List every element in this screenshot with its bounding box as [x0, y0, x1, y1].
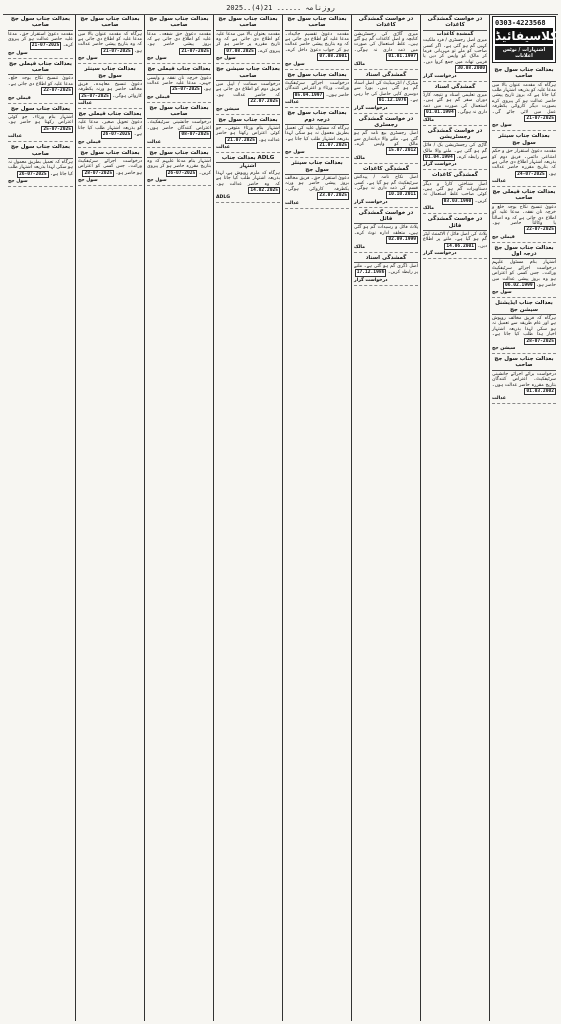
ad-text: درخواست جانشینی سرٹیفکیٹ۔ اعتراض کنندگان حاضر ہوں۔ — [147, 120, 211, 131]
dateline-text: روزنامہ ۔۔۔۔۔۔ 21(4)۔۔2025 — [226, 4, 335, 12]
ad-body — [492, 260, 556, 289]
ad-body — [285, 176, 349, 200]
ad-body — [216, 32, 280, 56]
ad-signature: عدالت — [492, 179, 506, 185]
ad-body — [78, 159, 142, 177]
classified-ad — [78, 66, 142, 109]
ad-title: گمشدگی اسناد — [354, 72, 418, 80]
ad-signature: سیشن جج — [492, 346, 516, 352]
classified-ad — [423, 16, 487, 82]
ad-date: 01.01.1997 — [388, 54, 416, 60]
ad-body — [8, 32, 73, 50]
classified-ad — [423, 216, 487, 259]
ad-signature: سیشن جج — [216, 106, 240, 112]
ad-signature: سول جج — [8, 179, 28, 185]
ad-body — [354, 175, 418, 199]
ad-body — [285, 32, 349, 61]
ad-title: بعدالت جناب فیملی جج — [78, 111, 142, 119]
ad-signature: درخواست گزار — [423, 162, 457, 168]
ad-body — [216, 171, 280, 195]
ad-text: ہرگاہ کہ مقدمہ عنوان بالا میں مدعا علیہ کو اطلاع دی جاتی ہے کہ وہ بتاریخ پیشی حاضر عدالت ہو۔ — [78, 31, 142, 54]
ad-text: دعویٰ تحویل صغیر۔ مدعا علیہ کو بذریعہ اشتہار طلب کیا جاتا ہے۔ — [78, 120, 142, 138]
ad-body — [492, 316, 556, 345]
ad-signature: عدالت — [285, 200, 299, 206]
ad-text: ہرگاہ کہ ملزم روپوش ہے، لہذا بذریعہ اشتہار طلب کیا جاتا ہے کہ وہ حاضر عدالت ہو۔ — [216, 170, 280, 187]
ad-body — [354, 131, 418, 155]
ad-date: 06.02.1999 — [504, 283, 533, 289]
ad-title: بعدالت جناب سول جج صاحب — [492, 67, 556, 82]
ad-text: درخواست ضمانت / اپیل میں فریق دوم کو اطلاع دی جاتی ہے کہ حاضر عدالت ہو۔ — [216, 81, 280, 98]
ad-title: در خواست گمشدگی رجسٹری — [354, 116, 418, 131]
ad-body — [147, 32, 211, 56]
ad-date: 22.07.2025 — [250, 99, 278, 105]
ad-signature: مالک — [423, 117, 434, 123]
ad-date: 03.03.1990 — [443, 198, 472, 204]
ad-text: مقدمہ دعویٰ استقرار حق۔ مدعا علیہ حاضر عدالت ہو کر پیروی کرے۔ — [8, 31, 73, 49]
classified-ad — [423, 172, 487, 214]
ad-text: ہرگاہ کہ مقدمہ عنوان بالا میں مدعا علیہ کو بذریعہ اشتہار طلب کیا جاتا ہے کہ بروز تاریخ پیشی حاضر عدالت ہو کر پیروی کرے بصورت دیگر کاروائی یکطرفہ عمل میں لائی جائے گی۔ — [492, 82, 556, 115]
ad-text: گاڑی کی رجسٹریشن بک / فائل گم ہو گئی ہے۔ ملنے والا مالک سے رابطہ کرے۔ — [423, 143, 487, 160]
classified-ad — [354, 166, 418, 208]
ad-signature: مالک — [423, 206, 434, 212]
ad-title: در خواست گمشدگی کاغذات — [354, 16, 418, 31]
ad-column — [6, 15, 75, 1021]
ad-column — [144, 15, 213, 1021]
ad-column — [75, 15, 144, 1021]
ad-body — [8, 115, 73, 133]
masthead-tagline: اشتہارات / نوٹس اعلانات — [495, 46, 553, 60]
ad-text: ہرگاہ کہ تعمیل بطریق معمول نہ ہو سکی لہذا بذریعہ اشتہار طلب کیا جاتا ہے۔ — [8, 159, 73, 177]
ad-signature: مالک — [354, 61, 365, 67]
ad-text: پلاٹ فائل و رسیدات گم ہو گئی ہیں، متعلقہ ادارہ نوٹ کرے۔ — [354, 225, 418, 236]
ad-body — [78, 82, 142, 100]
ad-body — [492, 83, 556, 123]
ad-title: بعدالت جناب سول جج صاحب — [285, 16, 349, 31]
ad-date: 28-07-2025 — [84, 170, 113, 176]
classified-ad — [285, 16, 349, 70]
ad-text: دعویٰ تنسیخ معاہدہ۔ فریق مخالف حاضر ہو ورنہ یکطرفہ کاروائی ہوگی۔ — [78, 81, 142, 99]
ad-title: بعدالت جناب سینئر سول جج — [492, 133, 556, 148]
ad-date: 21-07-2025 — [526, 116, 554, 122]
ad-column — [489, 15, 558, 1021]
classified-ad — [354, 210, 418, 253]
ad-signature: عدالت — [285, 100, 299, 106]
ad-title: بعدالت جناب سول جج درجہ اول — [492, 245, 556, 260]
classified-ad — [8, 16, 73, 59]
ad-title: گمشدگی اسناد — [354, 255, 418, 263]
ad-title: بعدالت جناب سینئر سول جج — [78, 66, 142, 81]
classified-ad — [216, 155, 280, 203]
classified-ad — [147, 66, 211, 103]
ad-title: بعدالت جناب سینئر سول جج — [285, 160, 349, 175]
ad-text: درخواست برائے اجرائے جانشینی سرٹیفکیٹ۔ اعتراض کنندگان بتاریخ مقررہ حاضر عدالت ہوں۔ — [492, 371, 556, 388]
classified-ad — [216, 16, 280, 64]
classified-logo: کلاسیفائیڈ — [495, 29, 558, 43]
ad-body — [285, 81, 349, 99]
ad-text: پلاٹ کی اصل فائل / الاٹمنٹ لیٹر گم ہو گیا ہے۔ ملنے پر اطلاع دیں۔ — [423, 231, 487, 249]
ad-text: اشتہار بنام مسئول علیہم درخواست اجرائے سرٹیفکیٹ وراثت۔ جس کسی کو اعتراض ہو وہ بروز پیشی عدالت میں حاضر ہو۔ — [492, 260, 556, 289]
classified-ad — [354, 16, 418, 70]
ad-signature: درخواست گزار — [423, 251, 457, 257]
classified-ad — [8, 106, 73, 143]
ad-title: در خواست گمشدگی رجسٹریشن — [423, 128, 487, 143]
classified-ad — [8, 61, 73, 104]
ad-column — [282, 15, 351, 1021]
ad-date: 01.12.1976 — [378, 98, 407, 104]
ad-text: درخواست اجرائے سرٹیفکیٹ وراثت۔ ورثاء و اعتراض کنندگان حاضر ہوں۔ — [285, 80, 349, 98]
classified-ad — [285, 110, 349, 158]
ad-date: 05.04.1997 — [294, 92, 323, 98]
ad-signature: فیملی جج — [492, 234, 515, 240]
ad-date: 01.04.1994 — [425, 154, 453, 160]
ad-date: 21.07.2025 — [319, 143, 347, 149]
ad-title: بعدالت جناب سول جج درجہ دوم — [285, 110, 349, 125]
ad-date: 02.09.1999 — [388, 237, 416, 243]
ad-text: ہرگاہ کہ فریق مخالف روپوش ہے اور عام طریقہ سے تعمیل نہ ہو سکی لہذا بذریعہ اشتہار اخبار ہذا طلب کیا جاتا ہے۔ — [492, 316, 556, 338]
classified-ad — [78, 111, 142, 148]
classified-ad — [8, 144, 73, 187]
classified-ad — [147, 105, 211, 148]
ad-title: در خواست گمشدگی کاغذات — [423, 16, 487, 31]
ad-date: 26-07-2025 — [18, 171, 47, 177]
ad-date: 01.01.1994 — [426, 110, 454, 116]
ad-signature: درخواست گزار — [354, 105, 388, 111]
ad-body — [423, 232, 487, 250]
classified-ad — [147, 150, 211, 187]
ad-title: بعدالت جناب فیملی جج صاحب — [492, 189, 556, 204]
ad-date: 07.08.2001 — [319, 54, 347, 60]
ad-title: در خواست گمشدگی فائل — [423, 216, 487, 231]
classified-ad — [492, 67, 556, 131]
ad-text: درخواست اجرائے سرٹیفکیٹ وراثت۔ جس کسی کو اعتراض ہو حاضر ہو۔ — [78, 158, 142, 176]
ad-text: اصل شناختی کارڈ و دیگر دستاویزات گم ہو گئی ہیں، کوئی صاحب غلط استعمال نہ کریں۔ — [423, 181, 487, 204]
ad-title: بعدالت جناب سیشن جج صاحب — [216, 66, 280, 81]
ad-date: 10.10.2011 — [388, 192, 416, 198]
page-dateline — [3, 2, 558, 15]
ad-text: اصل رجسٹری بیع نامہ گم ہو گئی ہے۔ ملنے والا دیانتداری سے مالک کو واپس کرے۔ — [354, 131, 418, 148]
ad-signature: سول جج — [78, 178, 98, 184]
ad-signature: سول جج — [492, 123, 512, 129]
ad-body — [423, 182, 487, 206]
ad-text: مقدمہ دعویٰ حق شفعہ۔ مدعا علیہ کو اطلاع دی جاتی ہے کہ بروز پیشی حاضر ہو۔ — [147, 31, 211, 48]
ad-signature: مالک — [354, 244, 365, 250]
ad-title: بعدالت جناب فیملی جج صاحب — [8, 61, 73, 76]
ad-title: گمشدگی اسناد — [423, 84, 487, 92]
ad-text: میری گاڑی کی رجسٹریشن کتابچہ و اصل کاغذات گم ہو گئے ہیں۔ غلط استعمال کی صورت میں ذمہ داری نہ ہوگی۔ — [354, 31, 418, 53]
ad-date: 25-07-2025 — [172, 87, 200, 93]
classified-ad — [216, 66, 280, 114]
ad-signature: سول جج — [78, 56, 98, 62]
classified-ad — [354, 255, 418, 286]
ad-signature: سول جج — [8, 50, 28, 56]
ad-body — [492, 205, 556, 234]
ad-body — [423, 143, 487, 161]
ad-date: 26-07-2025 — [167, 170, 196, 176]
ad-signature: سول جج — [285, 61, 305, 67]
classified-ad — [285, 72, 349, 109]
ad-title: بعدالت جناب فیملی جج — [147, 66, 211, 74]
ad-signature: سول جج — [147, 178, 167, 184]
ad-body — [147, 159, 211, 177]
ad-date: 15.07.2012 — [388, 148, 416, 154]
ad-date: 28-07-2025 — [526, 338, 554, 344]
ad-date: 17.12.1986 — [356, 270, 385, 276]
ad-text: میری اصل رجسٹری / فرد ملکیت کہیں گم ہو گئی ہے۔ اگر کسی صاحب کو ملے تو مہربانی فرما کر مالک کو واپس کر دیں یا قریبی تھانہ میں جمع کروا دیں۔ — [423, 38, 487, 65]
ad-title: در خواست گمشدگی فائل — [354, 210, 418, 225]
ad-column — [420, 15, 489, 1021]
classified-ad — [492, 245, 556, 299]
ad-date: 07.08.2025 — [226, 48, 254, 54]
ad-title: بعدالت جناب سول جج — [8, 106, 73, 114]
ad-body — [147, 76, 211, 94]
ad-title: بعدالت جناب ایڈیشنل سیشن جج — [492, 300, 556, 315]
ad-text: دعویٰ استقرار حق۔ فریق مخالف بروز پیشی حاضر ہو ورنہ یکطرفہ کاروائی ہوگی۔ — [285, 176, 349, 192]
classified-ad — [492, 300, 556, 354]
ad-body — [78, 120, 142, 138]
ad-body — [354, 32, 418, 61]
ad-title: گمشدگی کاغذات — [423, 172, 487, 180]
ad-date: 01.03.2002 — [526, 388, 554, 394]
ad-text: دعویٰ خرچہ نان نفقہ و واپسی جہیز۔ مدعا علیہ حاضر عدالت ہو۔ — [147, 75, 211, 93]
ad-text: اشتہار بنام مدعا علیہم کہ وہ بتاریخ مقررہ حاضر ہو کر پیروی کریں۔ — [147, 158, 211, 176]
ad-title: بعدالت جناب سول جج صاحب — [8, 144, 73, 159]
ad-date: 22-07-2025 — [526, 227, 554, 233]
ad-date: 22-07-2025 — [43, 88, 71, 94]
ad-date: 14.02.2025 — [250, 188, 278, 194]
ad-signature: سول جج — [147, 56, 167, 62]
ad-signature: مالک — [354, 155, 365, 161]
ad-title: بعدالت جناب سول جج — [216, 117, 280, 125]
ad-signature: ADLG — [216, 195, 231, 201]
ad-body — [423, 38, 487, 72]
ad-signature: فیملی جج — [78, 139, 101, 145]
ad-date: 08-07-2025 — [181, 132, 209, 138]
ad-signature: عدالت — [78, 101, 92, 107]
ad-title: بعدالت جناب سول جج صاحب — [147, 105, 211, 120]
ad-signature: سول جج — [492, 290, 512, 296]
ad-date: 25-07-2025 — [81, 93, 109, 99]
ad-date: 26-07-2025 — [102, 132, 131, 138]
ad-column — [213, 15, 282, 1021]
ad-signature: درخواست گزار — [354, 277, 388, 283]
classified-ad — [216, 117, 280, 154]
ad-date: 21-07-2025 — [181, 48, 209, 54]
ad-signature: فیملی جج — [147, 94, 170, 100]
ad-title: بعدالت جناب سول جج — [147, 150, 211, 158]
ad-signature: سول جج — [216, 56, 236, 62]
classified-ad — [285, 160, 349, 208]
ad-column — [351, 15, 420, 1021]
classified-ad — [147, 16, 211, 64]
ad-body — [423, 93, 487, 117]
ads-columns — [3, 15, 558, 1021]
ad-signature: عدالت — [216, 145, 230, 151]
classified-ad — [492, 133, 556, 187]
ad-date: 21-07-2025 — [103, 48, 131, 54]
ad-subtitle: گمشدہ کاغذات — [436, 30, 474, 37]
ad-date: 25-07-2025 — [43, 126, 71, 132]
classified-ad — [78, 150, 142, 187]
ad-signature: فیملی جج — [8, 95, 31, 101]
ad-body — [216, 126, 280, 144]
ad-title: گمشدگی کاغذات — [354, 166, 418, 174]
ad-title: بعدالت جناب سول جج صاحب — [492, 356, 556, 371]
ad-title: بعدالت جناب سول جج صاحب — [78, 16, 142, 31]
ad-date: 21.07.2025 — [227, 137, 255, 143]
classified-ad — [354, 116, 418, 164]
classified-ad — [78, 16, 142, 64]
ad-text: میری تعلیمی اسناد و نتیجہ کارڈ دوران سفر گم ہو گئے ہیں۔ استعمال کی صورت میں ذمہ داری نہ ہوگی۔ — [423, 92, 487, 116]
ad-body — [78, 32, 142, 56]
ad-signature: عدالت — [147, 139, 161, 145]
classified-ad — [423, 128, 487, 171]
ad-body — [354, 264, 418, 277]
ad-subtitle: اشتہار — [239, 163, 257, 170]
ad-text: اصل نکاح نامہ / پیدائش سرٹیفکیٹ گم ہو گیا ہے۔ کسی قسم کی ذمہ داری نہ ہوگی۔ — [354, 175, 418, 191]
ad-body — [285, 126, 349, 150]
ad-date: 24-07-2025 — [517, 171, 545, 177]
classified-ad — [492, 356, 556, 404]
ad-date: 23.07.2025 — [319, 193, 347, 199]
ad-title: بعدالت جناب سول جج صاحب — [147, 16, 211, 31]
ad-text: اصل ڈگری گم ہو گئی ہے۔ ملنے پر رابطہ کریں۔ — [354, 263, 418, 276]
classified-ad — [423, 84, 487, 126]
masthead-phone: 0303-4223568 — [495, 19, 546, 27]
ad-text: میٹرک / انٹرمیڈیٹ کی اصل اسناد گم ہو گئی ہیں۔ بورڈ سے دوسری کاپی حاصل کی جا رہی ہے۔ — [354, 80, 418, 104]
ad-body — [492, 149, 556, 178]
ad-date: 21-07-2025 — [31, 43, 60, 49]
ad-text: دعویٰ تنسیخ نکاح بوجہ خلع و خرچہ نان نفقہ۔ مدعا علیہ کو اطلاع دی جاتی ہے کہ وہ اصالتاً یا وکالتاً حاضر ہو۔ — [492, 204, 556, 226]
ad-body — [492, 372, 556, 396]
ad-title: بعدالت جناب سول جج — [78, 150, 142, 158]
ad-date: 14.06.2001 — [446, 243, 475, 249]
ad-signature: درخواست گزار — [423, 73, 457, 79]
ad-signature: سول جج — [285, 150, 305, 156]
ad-signature: درخواست گزار — [354, 199, 388, 205]
classified-masthead — [492, 16, 556, 63]
ad-text: اشتہار بنام ورثاء۔ جو کوئی اعتراض رکھتا ہو حاضر ہو۔ — [8, 115, 73, 126]
ad-title: بعدالت جناب سول جج صاحب — [216, 16, 280, 31]
ad-text: اشتہار بنام ورثاء متوفی۔ جو کوئی اعتراض رکھتا ہو حاضر عدالت ہو۔ — [216, 125, 280, 143]
ad-text: مقدمہ بعنوان بالا میں مدعا علیہ کو اطلاع دی جاتی ہے کہ وہ تاریخ مقررہ پر حاضر ہو کر پیروی کرے۔ — [216, 31, 280, 54]
ad-text: مقدمہ دعویٰ تقسیم جائیداد۔ مدعا علیہ کو اطلاع دی جاتی ہے کہ وہ بتاریخ پیشی حاضر عدالت ہو کر جواب دعویٰ داخل کرے۔ — [285, 31, 349, 53]
ad-body — [8, 76, 73, 94]
ad-text: دعویٰ تنسیخ نکاح بوجہ خلع۔ مدعا علیہ کو اطلاع دی جاتی ہے۔ — [8, 76, 73, 87]
ad-body — [354, 225, 418, 243]
ad-date: 30.08.2000 — [457, 66, 485, 72]
ad-body — [8, 160, 73, 178]
classified-ad — [354, 72, 418, 114]
ad-body — [354, 81, 418, 105]
ad-title: بعدالت جناب سول جج صاحب — [8, 16, 73, 31]
ad-body — [216, 82, 280, 106]
ad-signature: عدالت — [492, 396, 506, 402]
classified-ad — [492, 189, 556, 243]
ad-text: مقدمہ دعویٰ استقرار حق و حکم امتناعی دائمی۔ فریق دوم کو بذریعہ اشتہار اطلاع دی جاتی ہے کہ بتاریخ مقررہ حاضر عدالت ہو۔ — [492, 149, 556, 177]
ad-signature: عدالت — [8, 134, 22, 140]
ad-body — [147, 120, 211, 138]
ad-title: بعدالت جناب سول جج — [285, 72, 349, 80]
ad-text: ہرگاہ کہ مسئول علیہ کی تعمیل بطریق معمول نہ ہو سکی لہذا بذریعہ اشتہار طلب کیا جاتا ہے۔ — [285, 125, 349, 142]
ad-title: بعدالت جناب ADLG — [216, 155, 280, 163]
